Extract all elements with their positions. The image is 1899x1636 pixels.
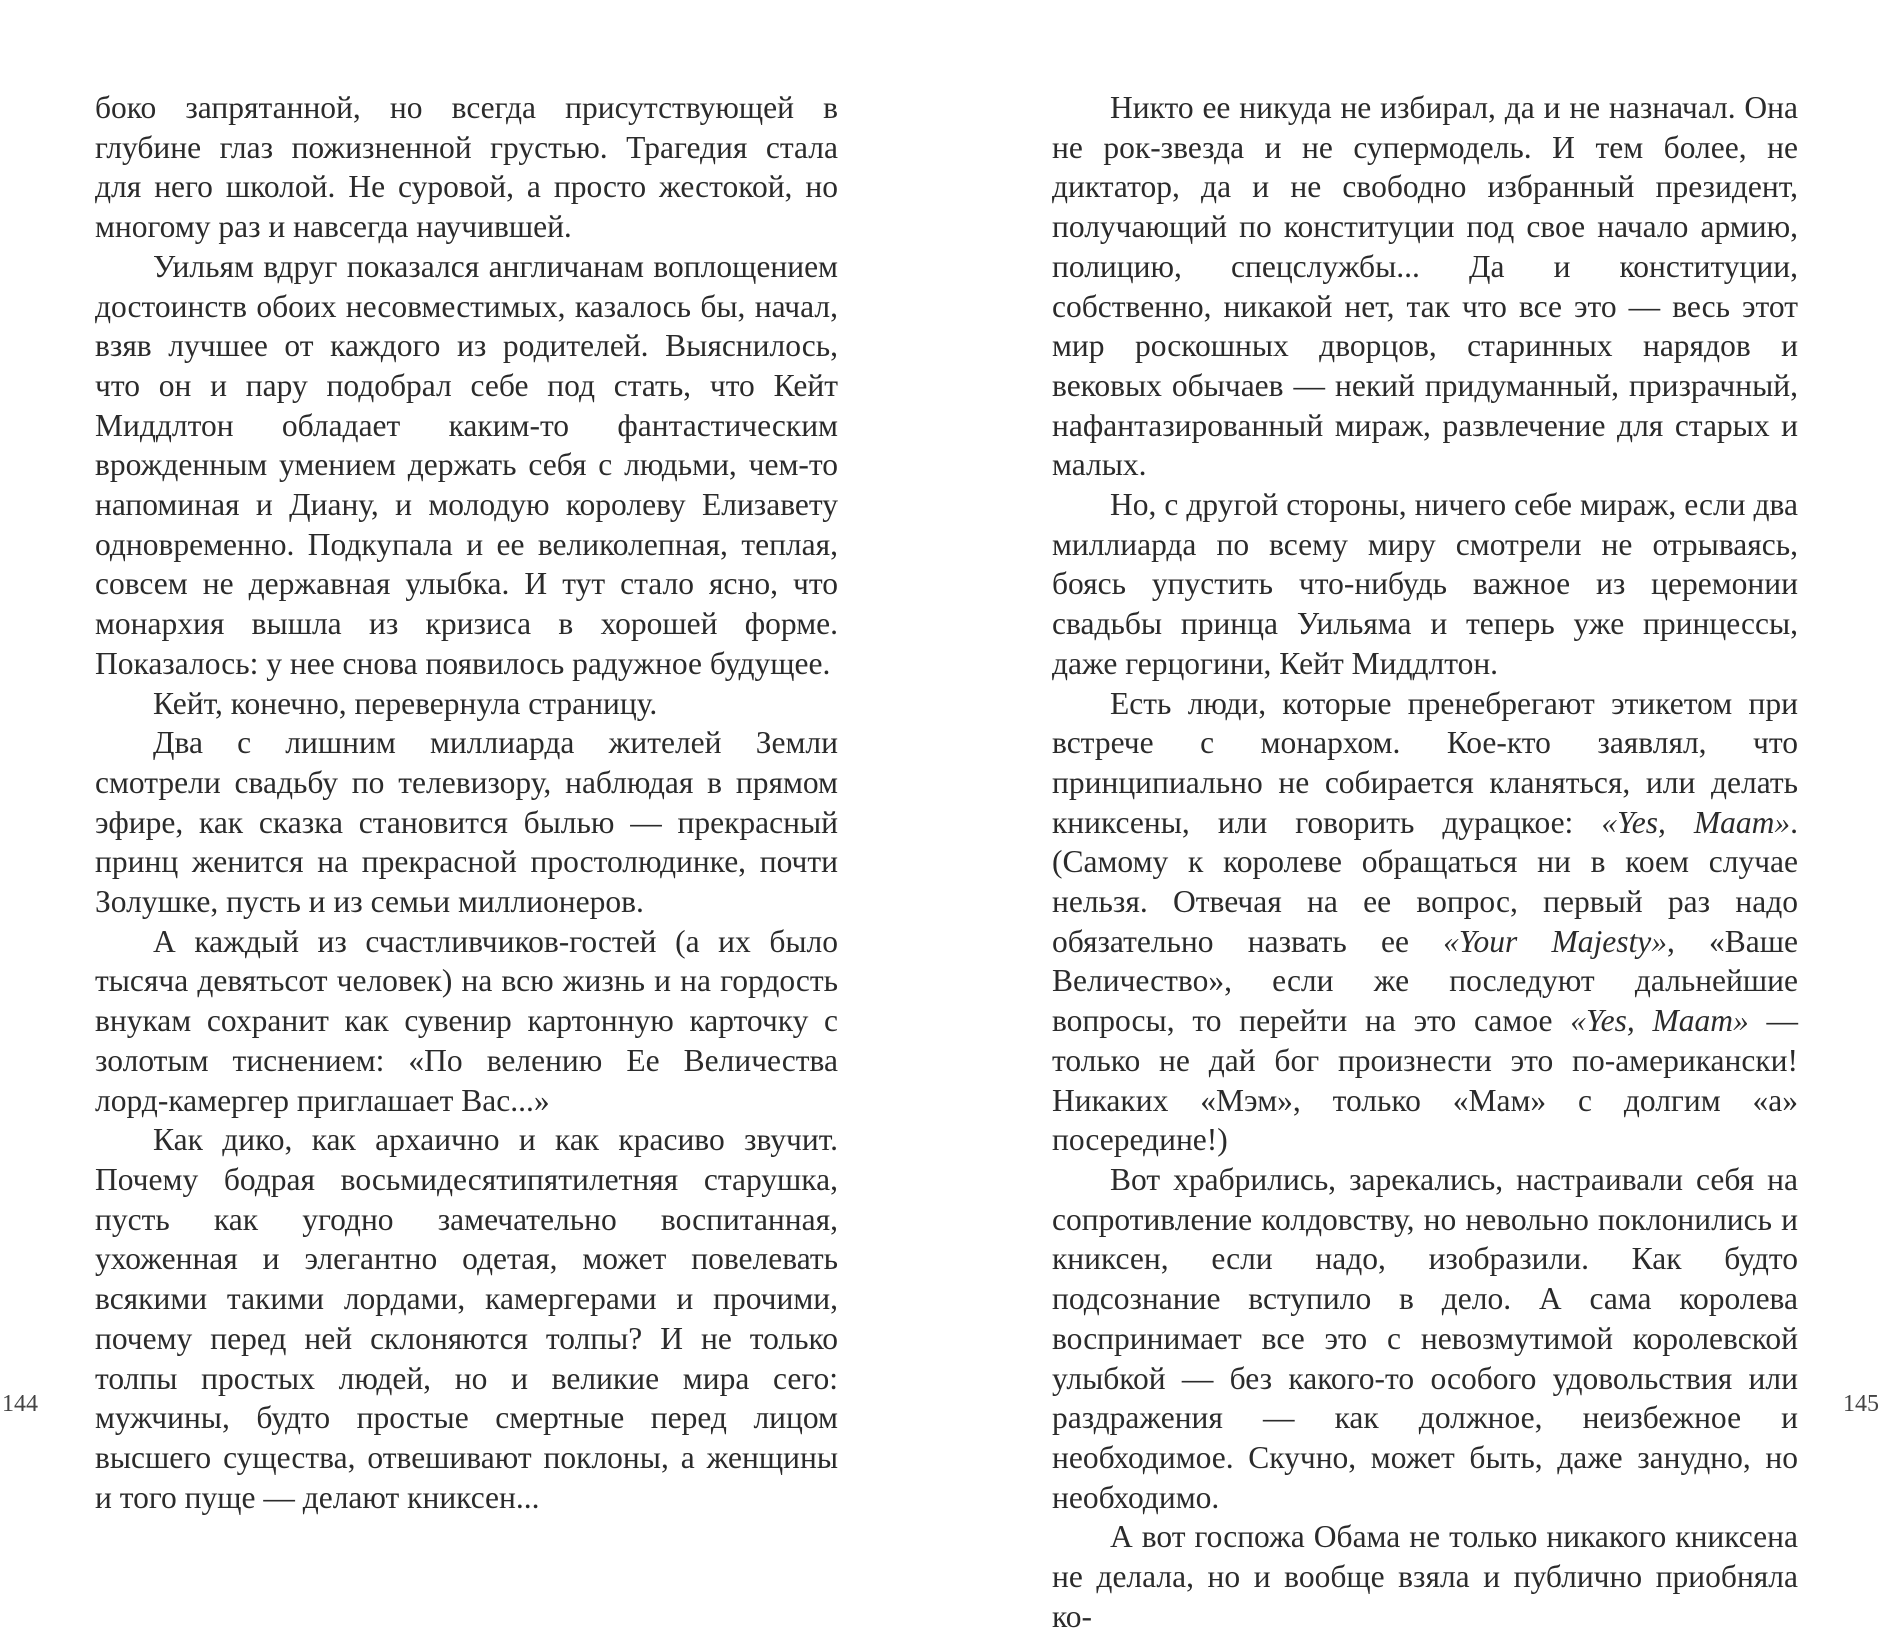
text-run: — только не дай бог произнести это по-американски! Никаких «Мэм», только «Мам» с долгим «а» посередине!) <box>1052 1003 1799 1158</box>
italic-phrase: «Yes, Maam» <box>1601 804 1791 840</box>
left-paragraph-2: Уильям вдруг показался англичанам воплощением достоинств обоих несовместимых, казалось бы, начал, взяв лучшее от каждого из родителей. Выяснилось, что он и пару подобрал себе под стать, что Кейт Миддлтон обладает каким-то фантастическим врожденным умением держать себя с людьми, чем-то напоминая и Диану, и молодую королеву Елизавету одновременно. Подкупала и ее великолепная, теплая, совсем не державная улыбка. И тут стало ясно, что монархия вышла из кризиса в хорошей форме. Показалось: у нее снова появилось радужное будущее. <box>95 248 838 681</box>
page-number-left: 144 <box>2 1391 38 1417</box>
right-page-text <box>1052 88 1798 1636</box>
left-paragraph-4: Два с лишним миллиарда жителей Земли смотрели свадьбу по телевизору, наблюдая в прямом эфире, как сказка становится былью — прекрасный принц женится на прекрасной простолюдинке, почти Золушке, пусть и из семьи миллионеров. <box>95 725 838 920</box>
right-paragraph-2: Но, с другой стороны, ничего себе мираж, если два миллиарда по всему миру смотрели не отрываясь, боясь упустить что-нибудь важное из церемонии свадьбы принца Уильяма и теперь уже принцессы, даже герцогини, Кейт Миддлтон. <box>1052 487 1798 681</box>
left-paragraph-3: Кейт, конечно, перевернула страницу. <box>153 685 658 721</box>
text-run: , «Ваше Величество», если же последуют дальнейшие вопросы, то перейти на это самое <box>1052 923 1799 1039</box>
page-number-right: 145 <box>1843 1391 1879 1417</box>
left-paragraph-1: боко запрятанной, но всегда присутствующей в глубине глаз пожизненной грустью. Трагедия стала для него школой. Не суровой, а просто жестокой, но многому раз и навсегда научившей. <box>95 90 838 245</box>
right-paragraph-5: А вот госпожа Обама не только никакого книксена не делала, но и вообще взяла и публично приобняла ко- <box>1052 1519 1798 1634</box>
right-paragraph-4: Вот храбрились, зарекались, настраивали себя на сопротивление колдовству, но невольно поклонились и книксен, если надо, изобразили. Как будто подсознание вступило в дело. А сама королева воспринимает все это с невозмутимой королевской улыбкой — без какого-то особого удовольствия или раздражения — как должное, неизбежное и необходимое. Скучно, может быть, даже занудно, но необходимо. <box>1052 1161 1798 1515</box>
left-paragraph-6: Как дико, как архаично и как красиво звучит. Почему бодрая восьмидесятипятилетняя старушка, пусть как угодно замечательно воспитанная, ухоженная и элегантно одетая, может повелевать всякими такими лордами, камергерами и прочими, почему перед ней склоняются толпы? И не только толпы простых людей, но и великие мира сего: мужчины, будто простые смертные перед лицом высшего существа, отвешивают поклоны, а женщины и того пуще — делают книксен... <box>95 1122 838 1515</box>
italic-phrase: «Your Majesty» <box>1443 923 1667 959</box>
text-run: Есть люди, которые пренебрегают этикетом при встрече с монархом. Кое-кто заявлял, что принципиально не собирается кланяться, или делать книксены, или говорить дурацкое: <box>1052 685 1798 840</box>
right-paragraph-1: Никто ее никуда не избирал, да и не назначал. Она не рок-звезда и не супермодель. И тем более, не диктатор, да и не свободно избранный президент, получающий по конституции под свое начало армию, полицию, спецслужбы... Да и конституции, собственно, никакой нет, так что все это — весь этот мир роскошных дворцов, старинных нарядов и вековых обычаев — некий придуманный, призрачный, нафантазированный мираж, развлечение для старых и малых. <box>1052 90 1798 483</box>
text-run: . (Самому к королеве обращаться ни в коем случае нельзя. Отвечая на ее вопрос, первый раз надо обязательно назвать ее <box>1052 804 1799 959</box>
left-page-text <box>95 88 838 1517</box>
italic-phrase: «Yes, Maam» <box>1570 1003 1749 1039</box>
left-paragraph-5: А каждый из счастливчиков-гостей (а их было тысяча девятьсот человек) на всю жизнь и на гордость внукам сохранит как сувенир картонную карточку с золотым тиснением: «По велению Ее Величества лорд-камергер приглашает Вас...» <box>95 923 838 1118</box>
right-paragraph-3 <box>1052 684 1798 1160</box>
